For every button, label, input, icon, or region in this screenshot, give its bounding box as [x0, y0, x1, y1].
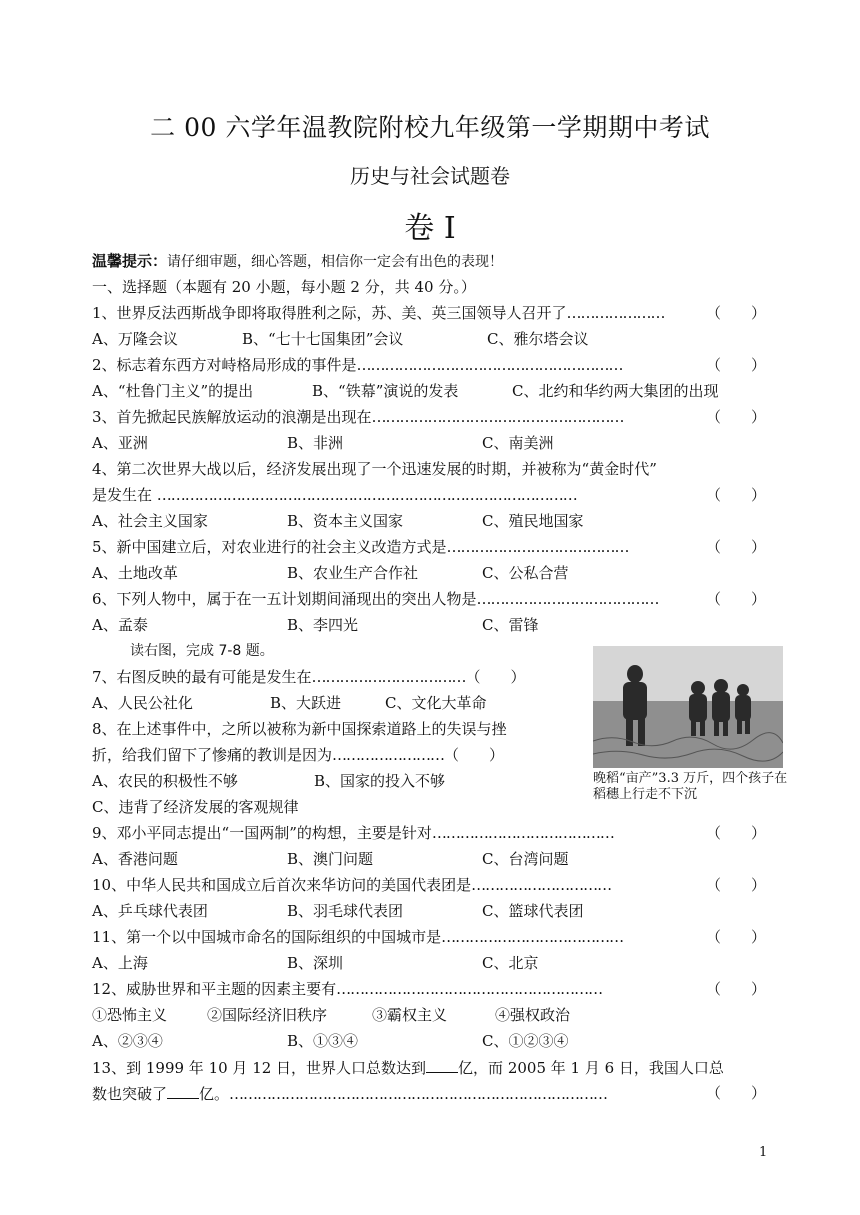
- option-a: A、人民公社化: [92, 694, 193, 712]
- question-11-options: [92, 950, 774, 976]
- item-1: ①恐怖主义: [92, 1006, 168, 1024]
- question-1-options: [92, 326, 774, 352]
- option-a: A、万隆会议: [92, 330, 178, 348]
- option-a: A、乒乓球代表团: [92, 902, 208, 920]
- fill-blank[interactable]: [167, 1080, 199, 1099]
- answer-paren: （ ）: [705, 304, 766, 322]
- question-8-option-c: C、违背了经济发展的客观规律: [92, 798, 299, 816]
- answer-paren: （ ）: [705, 356, 766, 374]
- option-c: C、篮球代表团: [482, 902, 584, 920]
- item-3: ③霸权主义: [372, 1006, 448, 1024]
- option-b: B、羽毛球代表团: [287, 902, 404, 920]
- tip-line: [92, 248, 774, 274]
- volume-heading: 卷 I: [404, 211, 456, 246]
- question-9-options: [92, 846, 774, 872]
- option-c: C、公私合营: [482, 564, 569, 582]
- question-2-options: [92, 378, 774, 404]
- option-a: A、亚洲: [92, 434, 148, 452]
- answer-paren: （ ）: [705, 876, 766, 894]
- option-b: B、资本主义国家: [287, 512, 404, 530]
- option-b: B、“七十七国集团”会议: [242, 330, 404, 348]
- answer-paren: （ ）: [465, 668, 526, 686]
- option-c: C、殖民地国家: [482, 512, 584, 530]
- historical-photo: [593, 646, 783, 768]
- option-b: B、①③④: [287, 1032, 359, 1050]
- option-b: B、“铁幕”演说的发表: [312, 382, 459, 400]
- question-1-stem: 1、世界反法西斯战争即将取得胜利之际，苏、美、英三国领导人召开了………………… （ ）: [92, 300, 774, 326]
- answer-paren: （ ）: [705, 824, 766, 842]
- question-13-stem-cont: 数也突破了 亿。……………………………………………………………………… （ ）: [92, 1080, 774, 1106]
- question-8-stem: 8、在上述事件中，之所以被称为新中国探索道路上的失误与挫: [92, 720, 507, 738]
- question-3-options: [92, 430, 774, 456]
- exam-subtitle: 历史与社会试题卷: [350, 164, 510, 188]
- question-4-stem-cont: 是发生在 ……………………………………………………………………………… （ ）: [92, 482, 774, 508]
- option-c: C、台湾问题: [482, 850, 569, 868]
- option-b: B、非洲: [287, 434, 344, 452]
- option-b: B、农业生产合作社: [287, 564, 419, 582]
- question-9-stem: 9、邓小平同志提出“一国两制”的构想，主要是针对………………………………… （ ）: [92, 820, 774, 846]
- page-number: 1: [759, 1145, 768, 1160]
- question-12-stem: 12、威胁世界和平主题的因素主要有………………………………………………… （ ）: [92, 976, 774, 1002]
- photo-caption: 晚稻“亩产”3.3 万斤，四个孩子在稻穗上行走不下沉: [593, 771, 788, 802]
- option-c: C、①②③④: [482, 1032, 569, 1050]
- question-10-stem: 10、中华人民共和国成立后首次来华访问的美国代表团是………………………… （ ）: [92, 872, 774, 898]
- question-12-options: [92, 1028, 774, 1054]
- photo-illustration: [593, 646, 783, 768]
- option-b: B、大跃进: [270, 694, 342, 712]
- tip-label: 温馨提示：: [92, 252, 168, 270]
- question-5-options: [92, 560, 774, 586]
- option-a: A、土地改革: [92, 564, 178, 582]
- question-6-options: [92, 612, 774, 638]
- option-b: B、澳门问题: [287, 850, 374, 868]
- item-4: ④强权政治: [495, 1006, 571, 1024]
- question-6-stem: 6、下列人物中，属于在一五计划期间涌现出的突出人物是………………………………… （ ）: [92, 586, 774, 612]
- answer-paren: （ ）: [705, 538, 766, 556]
- option-a: A、“杜鲁门主义”的提出: [92, 382, 254, 400]
- fill-blank[interactable]: [426, 1054, 458, 1073]
- option-c: C、雅尔塔会议: [487, 330, 589, 348]
- question-4-stem: 4、第二次世界大战以后，经济发展出现了一个迅速发展的时期，并被称为“黄金时代”: [92, 460, 657, 478]
- exam-title: 二 00 六学年温教院附校九年级第一学期期中考试: [150, 113, 710, 142]
- answer-paren: （ ）: [705, 1084, 766, 1102]
- answer-paren: （ ）: [705, 408, 766, 426]
- option-c: C、北京: [482, 954, 539, 972]
- option-c: C、北约和华约两大集团的出现: [512, 382, 719, 400]
- question-10-options: [92, 898, 774, 924]
- answer-paren: （ ）: [444, 746, 505, 764]
- question-8-stem-cont: 折，给我们留下了惨痛的教训是因为……………………（ ）: [92, 742, 572, 768]
- option-c: C、文化大革命: [385, 694, 487, 712]
- option-a: A、②③④: [92, 1032, 163, 1050]
- question-7-stem: 7、右图反映的最有可能是发生在……………………………（ ）: [92, 664, 572, 690]
- option-c: C、南美洲: [482, 434, 554, 452]
- question-11-stem: 11、第一个以中国城市命名的国际组织的中国城市是………………………………… （ ）: [92, 924, 774, 950]
- answer-paren: （ ）: [705, 980, 766, 998]
- option-a: A、上海: [92, 954, 148, 972]
- option-b: B、李四光: [287, 616, 359, 634]
- option-b: B、国家的投入不够: [314, 772, 446, 790]
- option-b: B、深圳: [287, 954, 344, 972]
- question-3-stem: 3、首先掀起民族解放运动的浪潮是出现在……………………………………………… （ ）: [92, 404, 774, 430]
- tip-text: 请仔细审题，细心答题，相信你一定会有出色的表现！: [167, 254, 504, 270]
- answer-paren: （ ）: [705, 590, 766, 608]
- question-4-options: [92, 508, 774, 534]
- option-c: C、雷锋: [482, 616, 539, 634]
- question-13-stem: 13、到 1999 年 10 月 12 日，世界人口总数达到 亿，而 2005 年 1 月 6 日，我国人口总: [92, 1054, 774, 1080]
- answer-paren: （ ）: [705, 486, 766, 504]
- option-a: A、香港问题: [92, 850, 178, 868]
- option-a: A、孟泰: [92, 616, 148, 634]
- question-2-stem: 2、标志着东西方对峙格局形成的事件是………………………………………………… （ ）: [92, 352, 774, 378]
- option-a: A、社会主义国家: [92, 512, 208, 530]
- item-2: ②国际经济旧秩序: [207, 1006, 328, 1024]
- reading-prompt: 读右图，完成 7-8 题。: [130, 643, 274, 659]
- question-12-items: [92, 1002, 774, 1028]
- option-a: A、农民的积极性不够: [92, 772, 238, 790]
- question-5-stem: 5、新中国建立后，对农业进行的社会主义改造方式是………………………………… （ ）: [92, 534, 774, 560]
- answer-paren: （ ）: [705, 928, 766, 946]
- section-header: 一、选择题（本题有 20 小题，每小题 2 分，共 40 分。）: [92, 278, 476, 296]
